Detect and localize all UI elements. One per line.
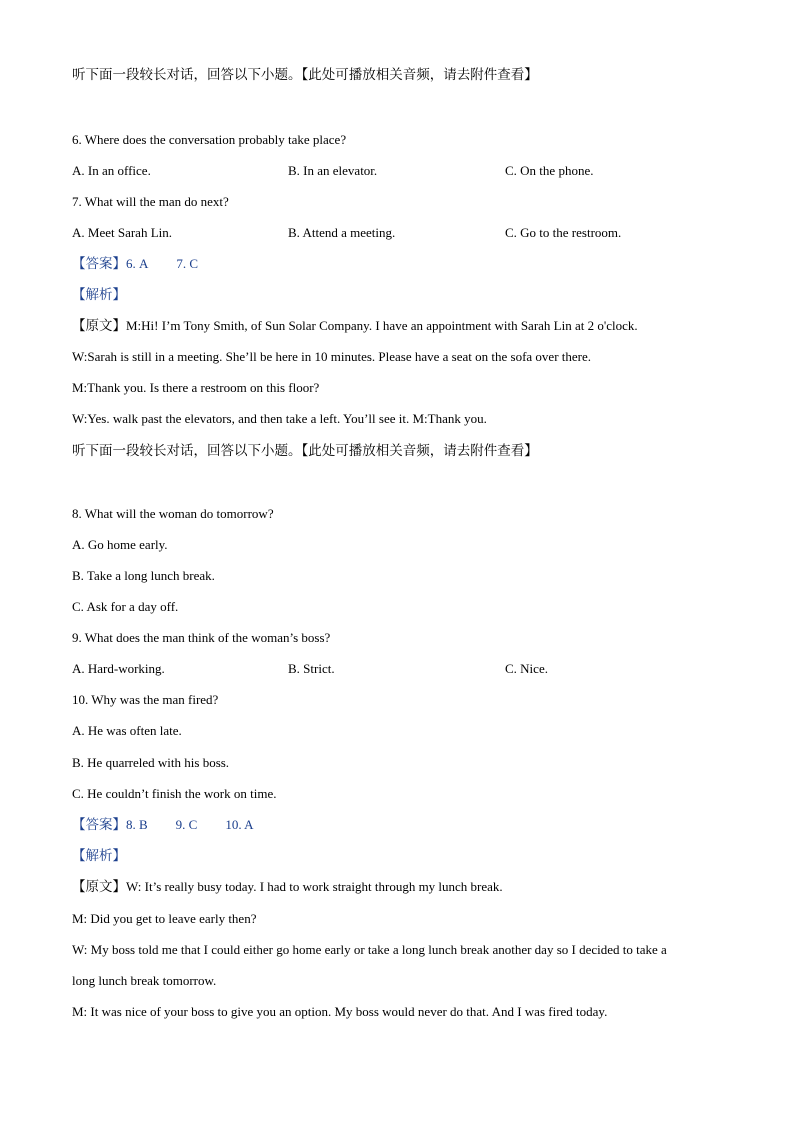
answer-label: 【答案】 [72, 256, 126, 272]
section2-analysis-line [72, 847, 126, 865]
question-10: 10. Why was the man fired? [72, 692, 219, 707]
answer-8: 8. B [126, 817, 148, 832]
answer-7: 7. C [176, 256, 199, 271]
answer-10: 10. A [225, 817, 254, 832]
q6-option-c: C. On the phone. [505, 163, 594, 178]
question-9: 9. What does the man think of the woman’s boss? [72, 630, 331, 645]
question-6: 6. Where does the conversation probably take place? [72, 132, 347, 147]
q8-option-c: C. Ask for a day off. [72, 599, 179, 614]
analysis-label: 【解析】 [72, 848, 126, 864]
q10-option-c: C. He couldn’t finish the work on time. [72, 786, 277, 801]
section1-transcript-line-2: W:Sarah is still in a meeting. She’ll be here in 10 minutes. Please have a seat on the sofa over there. [72, 349, 592, 364]
transcript-label: 【原文】 [72, 879, 126, 895]
section1-analysis-line [72, 286, 126, 304]
q8-option-b: B. Take a long lunch break. [72, 568, 215, 583]
section2-answer-line [72, 816, 254, 834]
section2-instruction: 听下面一段较长对话，回答以下小题。【此处可播放相关音频，请去附件查看】 [72, 443, 538, 459]
section2-transcript-line-4: long lunch break tomorrow. [72, 973, 217, 988]
q8-option-a: A. Go home early. [72, 537, 168, 552]
transcript-text: M:Hi! I’m Tony Smith, of Sun Solar Company. I have an appointment with Sarah Lin at 2 o'clock. [126, 318, 638, 333]
section2-transcript-line-2: M: Did you get to leave early then? [72, 911, 257, 926]
section1-instruction: 听下面一段较长对话，回答以下小题。【此处可播放相关音频，请去附件查看】 [72, 67, 538, 83]
q9-option-a: A. Hard-working. [72, 661, 165, 676]
question-8: 8. What will the woman do tomorrow? [72, 506, 274, 521]
q10-option-a: A. He was often late. [72, 723, 182, 738]
section1-answer-line [72, 255, 198, 273]
section1-transcript-line-4: W:Yes. walk past the elevators, and then take a left. You’ll see it. M:Thank you. [72, 411, 487, 426]
q9-option-c: C. Nice. [505, 661, 548, 676]
transcript-text: W: It’s really busy today. I had to work straight through my lunch break. [126, 879, 503, 894]
q7-option-a: A. Meet Sarah Lin. [72, 225, 173, 240]
q7-option-c: C. Go to the restroom. [505, 225, 622, 240]
q6-option-a: A. In an office. [72, 163, 151, 178]
answer-label: 【答案】 [72, 817, 126, 833]
analysis-label: 【解析】 [72, 287, 126, 303]
section2-transcript-line-5: M: It was nice of your boss to give you an option. My boss would never do that. And I was fired today. [72, 1004, 608, 1019]
question-7: 7. What will the man do next? [72, 194, 229, 209]
transcript-label: 【原文】 [72, 318, 126, 334]
answer-9: 9. C [175, 817, 198, 832]
section1-transcript-line-1 [72, 317, 638, 335]
q7-option-b: B. Attend a meeting. [288, 225, 396, 240]
q6-option-b: B. In an elevator. [288, 163, 378, 178]
section2-transcript-line-3: W: My boss told me that I could either go home early or take a long lunch break another day so I decided to take a [72, 942, 667, 957]
section2-transcript-line-1 [72, 878, 503, 896]
q9-option-b: B. Strict. [288, 661, 335, 676]
q10-option-b: B. He quarreled with his boss. [72, 755, 230, 770]
answer-6: 6. A [126, 256, 149, 271]
section1-transcript-line-3: M:Thank you. Is there a restroom on this floor? [72, 380, 320, 395]
